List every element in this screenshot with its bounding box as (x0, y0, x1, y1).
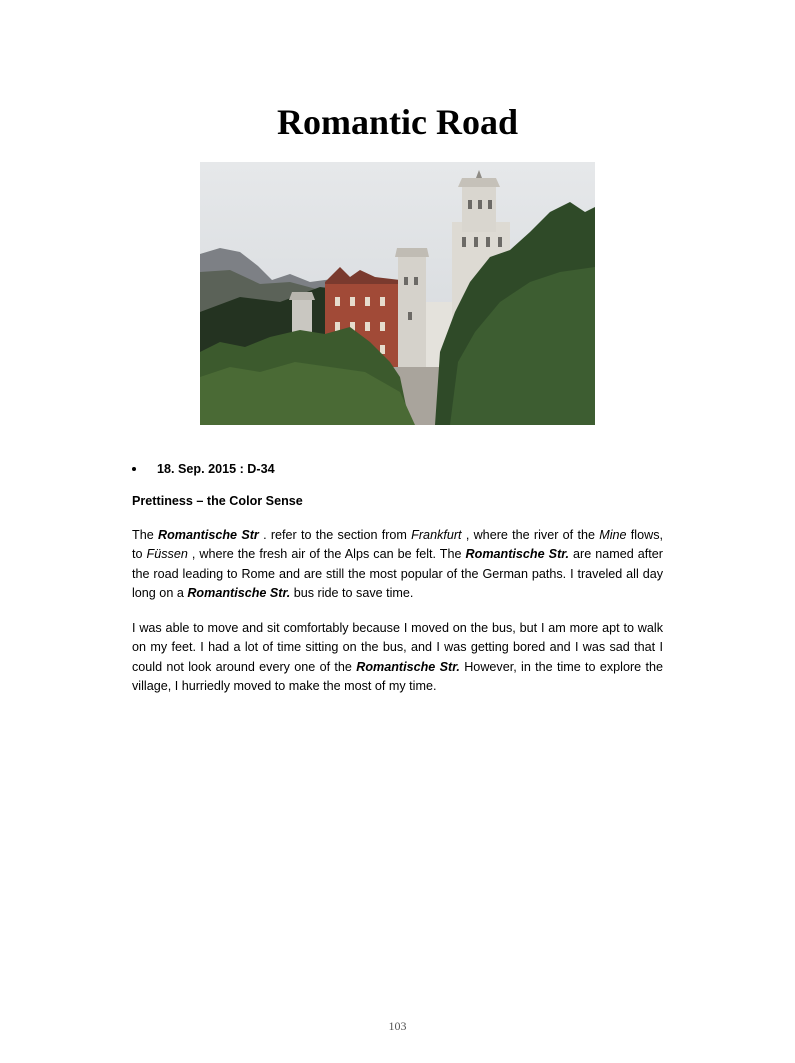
paragraph-text: , where the fresh air of the Alps can be felt. The (187, 547, 466, 562)
emphasis-term: Romantische Str. (465, 547, 569, 562)
page-title: Romantic Road (277, 102, 518, 142)
paragraph-1 (132, 526, 663, 603)
paragraph-text: I was able to move and sit comfortably because I moved on the bus, but I am more apt to walk on my feet. I had a lot of time sitting on the bus, and I was getting bored and I was sad that I could not look around every one of the (132, 621, 663, 674)
place-name: Frankfurt (411, 528, 462, 542)
paragraph-text: The (132, 528, 158, 542)
castle-photo (200, 162, 595, 425)
emphasis-term: Romantische Str. (187, 585, 291, 600)
bullet-icon (132, 467, 136, 471)
page-number: 103 (388, 1019, 407, 1033)
date-text: 18. Sep. 2015 : D-34 (157, 462, 275, 476)
paragraph-text: , where the river of the (461, 528, 600, 542)
paragraph-text: However, in the time to explore the village, I hurriedly moved to make the most of my time. (132, 659, 663, 693)
paragraph-text: flows, to (132, 528, 663, 562)
paragraph-text: are named after the road leading to Rome and are still the most popular of the German paths. I traveled all day long on a (132, 547, 663, 600)
place-name: Füssen (146, 547, 188, 562)
emphasis-term: Romantische Str (157, 528, 259, 542)
paragraph-text: . refer to the section from (258, 528, 412, 542)
place-name: Mine (599, 528, 627, 542)
emphasis-term: Romantische Str. (356, 659, 460, 674)
paragraph-text: bus ride to save time. (290, 585, 414, 600)
paragraph-2 (132, 619, 663, 696)
section-subheading: Prettiness – the Color Sense (132, 494, 303, 508)
